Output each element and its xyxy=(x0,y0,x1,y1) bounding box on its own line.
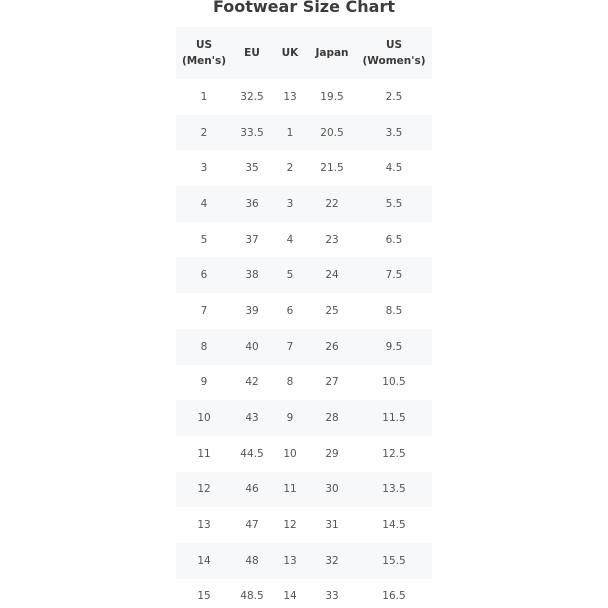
table-body xyxy=(176,79,432,608)
table-cell-eu: 48 xyxy=(232,543,272,579)
table-cell-us-womens: 14.5 xyxy=(382,519,406,532)
table-cell-us-mens: 4 xyxy=(176,186,232,222)
table-cell-us-womens: 10.5 xyxy=(382,376,406,389)
table-cell-uk: 5 xyxy=(272,257,308,293)
table-cell-us-womens: 13.5 xyxy=(356,472,432,508)
table-cell-us-mens: 15 xyxy=(197,590,211,603)
table-cell-japan: 23 xyxy=(325,233,339,246)
table-cell-eu: 32.5 xyxy=(240,90,264,103)
table-row xyxy=(176,365,432,401)
table-cell-eu: 36 xyxy=(232,186,272,222)
table-cell-us-womens: 11.5 xyxy=(356,400,432,436)
table-cell-japan: 19.5 xyxy=(320,90,344,103)
table-cell-us-mens: 3 xyxy=(200,162,208,175)
table-cell-japan: 32 xyxy=(308,543,356,579)
column-header-eu xyxy=(232,27,272,79)
table-cell-eu: 40 xyxy=(232,329,272,365)
table-cell-uk: 4 xyxy=(286,233,294,246)
table-row xyxy=(176,579,432,608)
table-cell-uk: 2 xyxy=(286,162,294,175)
table-cell-uk: 14 xyxy=(283,590,297,603)
column-header-us-womens xyxy=(356,27,432,79)
table-cell-uk: 1 xyxy=(272,115,308,151)
table-cell-us-womens: 7.5 xyxy=(356,257,432,293)
table-cell-eu: 39 xyxy=(245,304,259,317)
table-row xyxy=(176,150,432,186)
table-cell-japan: 20.5 xyxy=(308,115,356,151)
table-cell-uk: 3 xyxy=(272,186,308,222)
table-row xyxy=(176,472,432,508)
table-cell-uk: 6 xyxy=(286,304,294,317)
table-row xyxy=(176,329,432,365)
table-cell-us-mens: 11 xyxy=(197,447,211,460)
table-cell-us-womens: 5.5 xyxy=(356,186,432,222)
column-header-label: EU xyxy=(244,47,260,59)
table-cell-japan: 27 xyxy=(325,376,339,389)
table-cell-us-womens: 16.5 xyxy=(382,590,406,603)
table-cell-us-womens: 3.5 xyxy=(356,115,432,151)
table-cell-uk: 8 xyxy=(286,376,294,389)
table-cell-us-mens: 2 xyxy=(176,115,232,151)
table-header-row xyxy=(176,27,432,79)
table-row xyxy=(176,436,432,472)
table-cell-japan: 30 xyxy=(308,472,356,508)
table-cell-japan: 21.5 xyxy=(320,162,344,175)
table-row xyxy=(176,400,432,436)
column-header-label: UK xyxy=(281,47,299,59)
table-cell-japan: 31 xyxy=(325,519,339,532)
table-cell-us-mens: 9 xyxy=(200,376,208,389)
table-cell-us-mens: 13 xyxy=(197,519,211,532)
table-cell-uk: 9 xyxy=(272,400,308,436)
table-row xyxy=(176,293,432,329)
table-cell-eu: 33.5 xyxy=(232,115,272,151)
table-cell-uk: 11 xyxy=(272,472,308,508)
column-header-label: Japan xyxy=(315,47,349,59)
size-chart-table xyxy=(176,27,432,608)
table-cell-uk: 13 xyxy=(272,543,308,579)
table-cell-eu: 46 xyxy=(232,472,272,508)
column-header-uk xyxy=(272,27,308,79)
column-header-label: US (Men's) xyxy=(181,39,227,67)
table-cell-japan: 28 xyxy=(308,400,356,436)
table-cell-us-mens: 14 xyxy=(176,543,232,579)
table-cell-us-womens: 8.5 xyxy=(385,304,403,317)
table-cell-us-mens: 8 xyxy=(176,329,232,365)
table-cell-us-womens: 12.5 xyxy=(382,447,406,460)
table-cell-eu: 38 xyxy=(232,257,272,293)
table-cell-us-womens: 4.5 xyxy=(385,162,403,175)
table-cell-eu: 47 xyxy=(245,519,259,532)
table-cell-eu: 42 xyxy=(245,376,259,389)
table-cell-eu: 48.5 xyxy=(240,590,264,603)
table-cell-us-mens: 10 xyxy=(176,400,232,436)
table-cell-eu: 35 xyxy=(245,162,259,175)
table-cell-us-mens: 7 xyxy=(200,304,208,317)
table-cell-eu: 37 xyxy=(245,233,259,246)
table-cell-eu: 44.5 xyxy=(240,447,264,460)
table-row xyxy=(176,186,432,222)
table-cell-us-womens: 9.5 xyxy=(356,329,432,365)
table-cell-uk: 10 xyxy=(283,447,297,460)
table-row xyxy=(176,222,432,258)
table-cell-us-womens: 2.5 xyxy=(385,90,403,103)
table-cell-japan: 26 xyxy=(308,329,356,365)
table-cell-japan: 25 xyxy=(325,304,339,317)
table-row xyxy=(176,507,432,543)
table-cell-us-mens: 1 xyxy=(200,90,208,103)
table-cell-japan: 33 xyxy=(325,590,339,603)
table-row xyxy=(176,115,432,151)
table-cell-us-mens: 6 xyxy=(176,257,232,293)
table-cell-us-womens: 15.5 xyxy=(356,543,432,579)
table-row xyxy=(176,79,432,115)
table-cell-japan: 22 xyxy=(308,186,356,222)
page-title: Footwear Size Chart xyxy=(212,0,395,16)
table-row xyxy=(176,543,432,579)
table-row xyxy=(176,257,432,293)
table-cell-uk: 12 xyxy=(283,519,297,532)
column-header-japan xyxy=(308,27,356,79)
table-cell-us-mens: 12 xyxy=(176,472,232,508)
table-cell-uk: 13 xyxy=(283,90,297,103)
column-header-label: US (Women's) xyxy=(362,39,426,67)
table-cell-eu: 43 xyxy=(232,400,272,436)
column-header-us-mens xyxy=(176,27,232,79)
table-cell-us-womens: 6.5 xyxy=(385,233,403,246)
table-cell-uk: 7 xyxy=(272,329,308,365)
table-cell-us-mens: 5 xyxy=(200,233,208,246)
table-cell-japan: 29 xyxy=(325,447,339,460)
table-cell-japan: 24 xyxy=(308,257,356,293)
